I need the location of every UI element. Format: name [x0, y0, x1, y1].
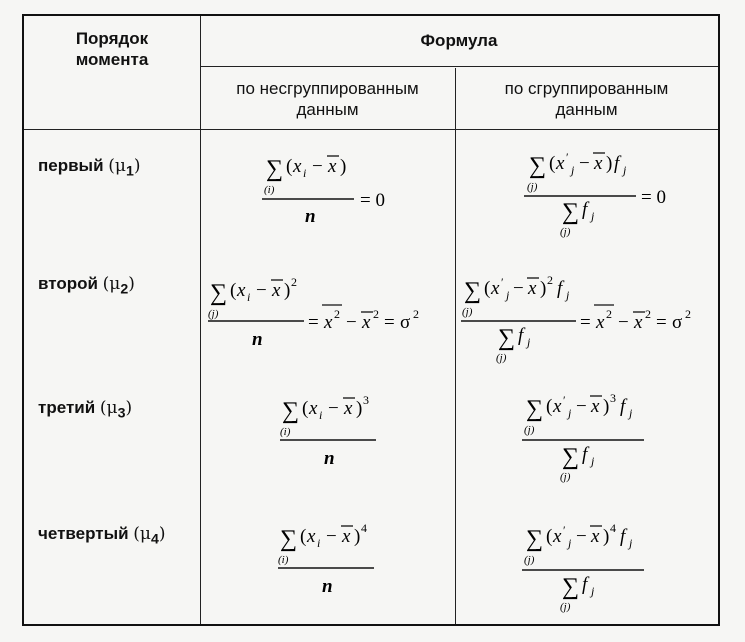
mu-subscript: 1	[125, 163, 134, 180]
minus: −	[256, 280, 267, 301]
prime: ′	[563, 393, 566, 407]
var-x: x	[553, 396, 562, 417]
formula-3-ungrouped	[280, 393, 376, 469]
sum-index: (j)	[560, 601, 571, 613]
var-f: f	[620, 526, 626, 547]
sum-index: (j)	[462, 306, 473, 318]
equals-zero: = 0	[360, 190, 385, 211]
sum-index: (j)	[524, 554, 535, 566]
sum-index: (i)	[264, 184, 275, 196]
exp-4: 4	[610, 521, 616, 535]
exp-2: 2	[413, 307, 419, 321]
sub-i: i	[317, 536, 321, 550]
var-f: f	[582, 199, 588, 220]
row-name: четвертый	[38, 524, 129, 543]
row-name: первый	[38, 156, 104, 175]
prime: ′	[566, 150, 569, 164]
sum-symbol: ∑	[464, 278, 482, 304]
exp-2: 2	[606, 307, 612, 321]
exp-2: 2	[373, 307, 379, 321]
paren-close: )	[133, 156, 141, 176]
denominator-n: n	[322, 576, 333, 597]
paren-close: )	[606, 153, 613, 174]
minus: −	[576, 396, 587, 417]
paren-close: )	[340, 156, 347, 177]
header-order: Порядок момента	[75, 29, 149, 69]
var-xbar: x	[591, 396, 600, 417]
sub-j: j	[527, 335, 531, 349]
formula-3-grouped	[522, 391, 644, 483]
sub-j: j	[591, 454, 595, 468]
paren-open: (	[546, 526, 553, 547]
row-name: третий	[38, 398, 96, 417]
sub-j: j	[629, 536, 633, 550]
formula-1-grouped	[524, 150, 666, 238]
header-ungrouped: по несгруппированным данным	[236, 79, 419, 119]
paren-open: (	[484, 278, 491, 299]
formula-2-ungrouped	[208, 275, 419, 350]
sub-j: j	[591, 209, 595, 223]
paren-open: (	[549, 153, 556, 174]
sub-j: j	[568, 406, 572, 420]
paren-open: (	[300, 526, 307, 547]
paren-close: )	[284, 280, 291, 301]
sum-index: (j)	[496, 352, 507, 364]
var-x: x	[556, 153, 565, 174]
minus: −	[576, 526, 587, 547]
exp-2: 2	[645, 307, 651, 321]
mu-symbol: (μ	[102, 274, 121, 294]
equals: =	[580, 312, 591, 333]
minus: −	[328, 398, 339, 419]
sum-symbol: ∑	[562, 444, 580, 470]
sum-symbol: ∑	[529, 153, 547, 179]
exp-4: 4	[361, 521, 367, 535]
paren-close: )	[158, 524, 166, 544]
minus: −	[579, 153, 590, 174]
var-f: f	[620, 396, 626, 417]
var-f: f	[557, 278, 563, 299]
var-f: f	[518, 325, 524, 346]
exp-3: 3	[610, 391, 616, 405]
sum-symbol: ∑	[266, 156, 284, 182]
sigma: σ	[672, 312, 683, 333]
sum-symbol: ∑	[498, 325, 516, 351]
var-xbar: x	[634, 312, 643, 333]
var-f: f	[582, 444, 588, 465]
equals: =	[308, 312, 319, 333]
sub-j: j	[591, 584, 595, 598]
paren-open: (	[546, 396, 553, 417]
exp-2: 2	[334, 307, 340, 321]
sum-symbol: ∑	[562, 199, 580, 225]
sum-symbol: ∑	[562, 574, 580, 600]
sigma: σ	[400, 312, 411, 333]
formula-4-ungrouped	[278, 521, 374, 597]
sum-symbol: ∑	[282, 398, 300, 424]
sum-symbol: ∑	[210, 280, 228, 306]
equals-zero: = 0	[641, 187, 666, 208]
minus: −	[326, 526, 337, 547]
sub-j: j	[623, 163, 627, 177]
sum-index: (j)	[527, 181, 538, 193]
var-xbar: x	[328, 156, 337, 177]
paren-close: )	[540, 278, 547, 299]
moments-table	[22, 14, 720, 626]
prime: ′	[501, 275, 504, 289]
denominator-n: n	[252, 329, 263, 350]
mu-subscript: 2	[120, 281, 129, 298]
var-xbar: x	[362, 312, 371, 333]
var-x: x	[324, 312, 333, 333]
var-xbar: x	[272, 280, 281, 301]
sum-index: (j)	[208, 308, 219, 320]
sub-i: i	[319, 408, 323, 422]
var-x: x	[553, 526, 562, 547]
var-x: x	[491, 278, 500, 299]
denominator-n: n	[305, 206, 316, 227]
sub-j: j	[629, 406, 633, 420]
sum-index: (i)	[280, 426, 291, 438]
equals: =	[384, 312, 395, 333]
paren-open: (	[230, 280, 237, 301]
minus: −	[513, 278, 524, 299]
var-xbar: x	[342, 526, 351, 547]
header-grouped: по сгруппированным данным	[504, 79, 669, 119]
formulas-svg	[24, 16, 718, 624]
var-xbar: x	[591, 526, 600, 547]
denominator-n: n	[324, 448, 335, 469]
sub-j: j	[506, 288, 510, 302]
mu-symbol: (μ	[108, 156, 126, 176]
row-name: второй	[38, 274, 98, 293]
sub-j: j	[566, 288, 570, 302]
paren-close: )	[128, 274, 135, 294]
minus: −	[312, 156, 323, 177]
sum-symbol: ∑	[280, 526, 298, 552]
exp-2: 2	[291, 275, 297, 289]
sub-i: i	[303, 166, 307, 180]
exp-2: 2	[685, 307, 691, 321]
var-xbar: x	[528, 278, 537, 299]
var-f: f	[614, 153, 620, 174]
minus: −	[346, 312, 357, 333]
sub-j: j	[568, 536, 572, 550]
mu-subscript: 3	[117, 405, 126, 422]
var-xbar: x	[594, 153, 603, 174]
var-x: x	[309, 398, 318, 419]
paren-open: (	[286, 156, 293, 177]
sum-symbol: ∑	[526, 396, 544, 422]
paren-close: )	[356, 398, 363, 419]
var-x: x	[237, 280, 246, 301]
sub-j: j	[571, 163, 575, 177]
mu-symbol: (μ	[133, 524, 151, 544]
mu-subscript: 4	[150, 531, 159, 548]
sub-i: i	[247, 290, 251, 304]
var-f: f	[582, 574, 588, 595]
sum-index: (j)	[560, 471, 571, 483]
sum-index: (j)	[524, 424, 535, 436]
paren-close: )	[125, 398, 133, 418]
sum-index: (j)	[560, 226, 571, 238]
paren-close: )	[603, 396, 610, 417]
paren-close: )	[603, 526, 610, 547]
equals: =	[656, 312, 667, 333]
paren-close: )	[354, 526, 361, 547]
formula-1-ungrouped	[262, 156, 385, 227]
var-x: x	[293, 156, 302, 177]
exp-2: 2	[547, 273, 553, 287]
formula-2-grouped	[461, 273, 691, 364]
minus: −	[618, 312, 629, 333]
formula-4-grouped	[522, 521, 644, 613]
prime: ′	[563, 523, 566, 537]
var-x: x	[596, 312, 605, 333]
header-formula: Формула	[420, 31, 498, 50]
paren-open: (	[302, 398, 309, 419]
var-xbar: x	[344, 398, 353, 419]
exp-3: 3	[363, 393, 369, 407]
var-x: x	[307, 526, 316, 547]
sum-symbol: ∑	[526, 526, 544, 552]
mu-symbol: (μ	[99, 398, 118, 418]
sum-index: (i)	[278, 554, 289, 566]
